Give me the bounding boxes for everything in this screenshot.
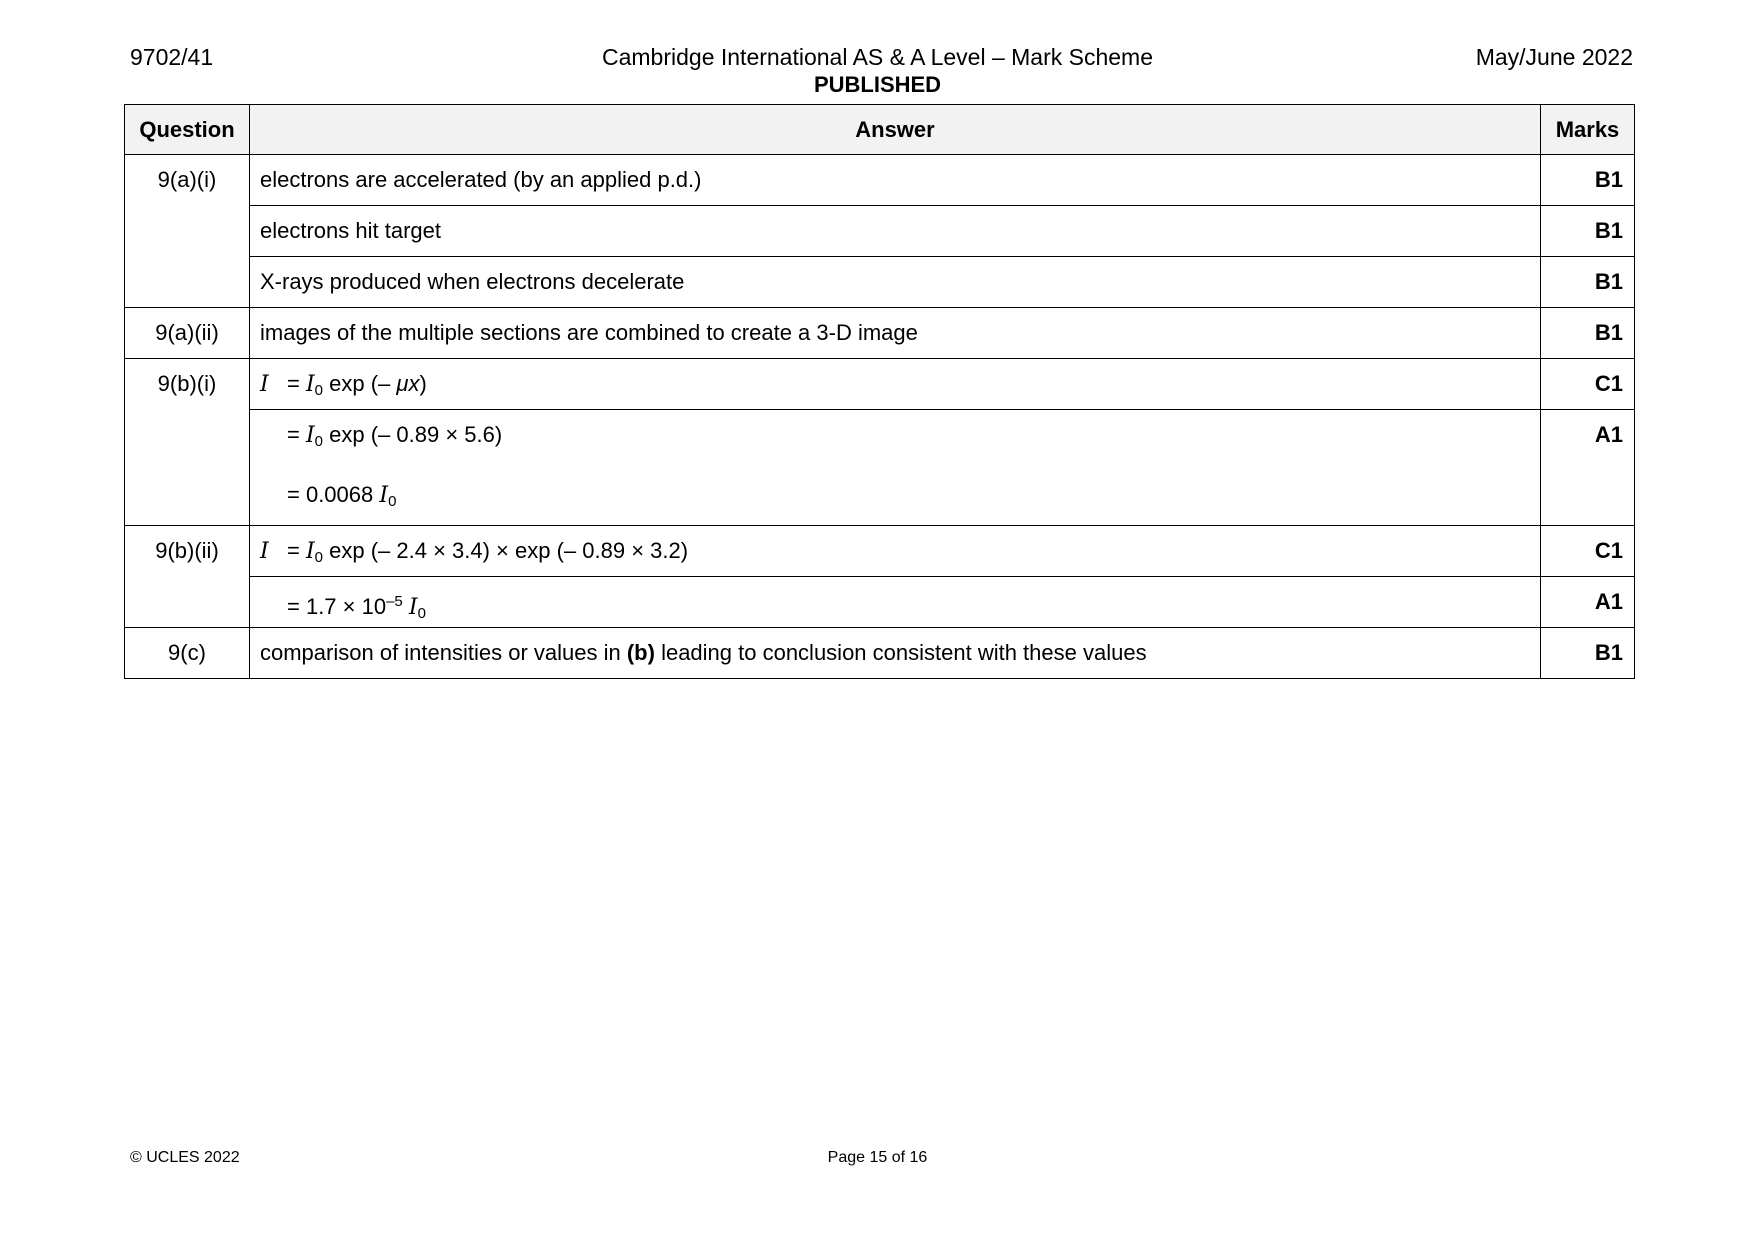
table-row (125, 577, 1635, 628)
page-number: Page 15 of 16 (827, 1149, 928, 1166)
initial-intensity-symbol: I (305, 372, 315, 397)
equation-line (260, 422, 1530, 455)
answer-cell (250, 410, 1541, 526)
answer-cell (250, 155, 1541, 206)
answer-text: electrons hit target (260, 218, 441, 243)
initial-intensity-symbol: I (408, 595, 418, 620)
answer-text-part: leading to conclusion consistent with these values (654, 640, 1147, 665)
column-header-question: Question (125, 105, 250, 155)
initial-intensity-symbol: I (379, 483, 389, 508)
answer-cell (250, 628, 1541, 679)
table-row (125, 206, 1635, 257)
initial-intensity-symbol: I (305, 423, 315, 448)
table-row (125, 410, 1635, 526)
question-number: 9(a)(i) (125, 155, 250, 308)
table-row (125, 257, 1635, 308)
table-row (125, 155, 1635, 206)
answer-cell (250, 257, 1541, 308)
mark-cell: C1 (1541, 526, 1635, 577)
table-row (125, 526, 1635, 577)
answer-cell (250, 206, 1541, 257)
mark-cell: A1 (1541, 577, 1635, 628)
copyright-notice: © UCLES 2022 (130, 1149, 240, 1166)
mark-cell: B1 (1541, 308, 1635, 359)
published-label: PUBLISHED (813, 72, 942, 97)
column-header-marks: Marks (1541, 105, 1635, 155)
document-title: Cambridge International AS & A Level – Mark Scheme (601, 44, 1154, 70)
answer-cell (250, 308, 1541, 359)
answer-text: images of the multiple sections are combined to create a 3-D image (260, 320, 918, 345)
part-reference: (b) (626, 640, 655, 665)
expression-text: exp (– 0.89 × 5.6) (323, 422, 503, 447)
mark-cell: B1 (1541, 155, 1635, 206)
expression-text: exp (– 2.4 × 3.4) × exp (– 0.89 × 3.2) (323, 538, 689, 563)
answer-text (260, 640, 1530, 666)
table-header-row (125, 105, 1635, 155)
equals-sign: = (287, 371, 306, 396)
equation-line (260, 371, 1530, 404)
equation-line (260, 589, 1530, 627)
answer-text: electrons are accelerated (by an applied p.d.) (260, 167, 702, 192)
mark-cell: A1 (1541, 410, 1635, 526)
question-number: 9(b)(i) (125, 359, 250, 526)
mark-scheme-table (124, 104, 1635, 679)
mark-cell: B1 (1541, 257, 1635, 308)
paper-code: 9702/41 (130, 44, 214, 70)
mark-cell: C1 (1541, 359, 1635, 410)
subscript: 0 (417, 605, 426, 622)
question-number: 9(c) (125, 628, 250, 679)
equals-sign: = (287, 538, 306, 563)
question-number: 9(a)(ii) (125, 308, 250, 359)
answer-cell (250, 359, 1541, 410)
exam-session: May/June 2022 (1475, 44, 1633, 70)
table-row (125, 359, 1635, 410)
intensity-symbol: I (260, 372, 269, 397)
mu-x-symbol: μx (396, 371, 420, 396)
question-number: 9(b)(ii) (125, 526, 250, 628)
answer-text: X-rays produced when electrons decelerate (260, 269, 685, 294)
mark-cell: B1 (1541, 206, 1635, 257)
subscript: 0 (314, 549, 324, 566)
intensity-symbol: I (260, 539, 269, 564)
table-row (125, 628, 1635, 679)
equation-line (260, 482, 1530, 515)
answer-text-part: comparison of intensities or values in (260, 640, 627, 665)
mark-cell: B1 (1541, 628, 1635, 679)
subscript: 0 (314, 433, 324, 450)
close-paren: ) (419, 371, 427, 396)
answer-cell (250, 577, 1541, 628)
result-text: = 1.7 × 10 (287, 594, 387, 619)
superscript: –5 (386, 593, 403, 610)
equals-sign: = (287, 422, 306, 447)
result-text: = 0.0068 (287, 482, 380, 507)
subscript: 0 (388, 493, 397, 510)
answer-cell (250, 526, 1541, 577)
column-header-answer: Answer (250, 105, 1541, 155)
equation-line (260, 538, 1530, 571)
initial-intensity-symbol: I (305, 539, 315, 564)
subscript: 0 (314, 382, 324, 399)
table-row (125, 308, 1635, 359)
expression-text: exp (– (323, 371, 397, 396)
